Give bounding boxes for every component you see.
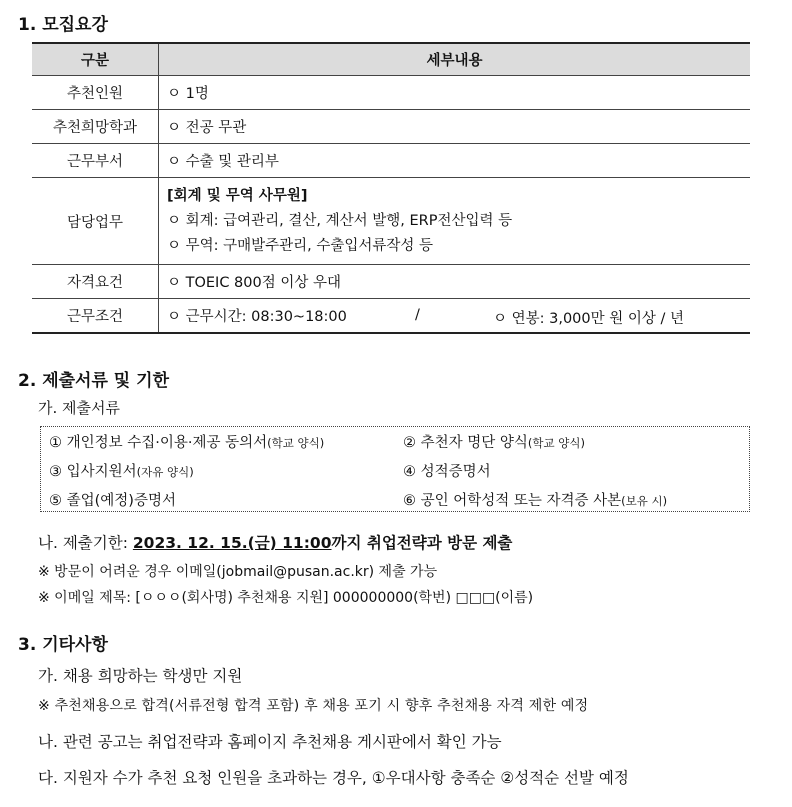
- header-details: 세부내용: [159, 43, 751, 76]
- header-category: 구분: [32, 43, 159, 76]
- row-value: ㅇ 전공 무관: [159, 110, 751, 144]
- deadline-date: 2023. 12. 15.(금) 11:00: [132, 534, 332, 552]
- doc-text: ⑥ 공인 어학성적 또는 자격증 사본: [403, 493, 622, 509]
- row-label: 자격요건: [32, 265, 159, 299]
- table-row: [32, 110, 750, 144]
- table-row: [32, 144, 750, 178]
- doc-item: [49, 489, 176, 510]
- deadline-suffix: 까지 취업전략과 방문 제출: [331, 534, 513, 552]
- work-hours: ㅇ 근무시간: 08:30~18:00: [167, 309, 347, 325]
- row-label: 추천희망학과: [32, 110, 159, 144]
- row-value: ㅇ 수출 및 관리부: [159, 144, 751, 178]
- deadline: [38, 531, 512, 553]
- row-value: ㅇ 1명: [159, 76, 751, 110]
- doc-item: [403, 431, 585, 452]
- section2-title: 2. 제출서류 및 기한: [18, 371, 169, 391]
- doc-item: [403, 460, 491, 481]
- etc-item-a: 가. 채용 희망하는 학생만 지원: [38, 667, 243, 685]
- table-row: [32, 299, 750, 334]
- section1-title: 1. 모집요강: [18, 15, 108, 35]
- duty-heading: [회계 및 무역 사무원]: [167, 187, 308, 204]
- doc-text: ④ 성적증명서: [403, 464, 491, 480]
- documents-subtitle: 가. 제출서류: [38, 399, 120, 417]
- doc-note: (학교 양식): [527, 436, 585, 450]
- duty-lines: [159, 178, 751, 265]
- etc-item-b: 나. 관련 공고는 취업전략과 홈페이지 추천채용 게시판에서 확인 가능: [38, 733, 502, 751]
- recruitment-table: [32, 42, 750, 334]
- row-label: 담당업무: [32, 178, 159, 265]
- row-value: [159, 299, 751, 334]
- email-note: ※ 방문이 어려운 경우 이메일(jobmail@pusan.ac.kr) 제출 가능: [38, 564, 438, 580]
- row-label: 추천인원: [32, 76, 159, 110]
- salary: ㅇ 연봉: 3,000만 원 이상 / 년: [493, 311, 684, 327]
- email-subject-note: ※ 이메일 제목: [ㅇㅇㅇ(회사명) 추천채용 지원] 000000000(학번) □□□(이름): [38, 590, 534, 606]
- doc-text: ③ 입사지원서: [49, 464, 137, 480]
- documents-box: [40, 426, 750, 512]
- etc-item-c: 다. 지원자 수가 추천 요청 인원을 초과하는 경우, ①우대사항 충족순 ②성적순 선발 예정: [38, 769, 629, 787]
- doc-note: (보유 시): [621, 494, 668, 508]
- doc-text: ⑤ 졸업(예정)증명서: [49, 493, 176, 509]
- row-label: 근무부서: [32, 144, 159, 178]
- row-value: ㅇ TOEIC 800점 이상 우대: [159, 265, 751, 299]
- section3-title: 3. 기타사항: [18, 635, 108, 655]
- doc-item: [49, 460, 194, 481]
- doc-note: (학교 양식): [267, 436, 325, 450]
- doc-text: ① 개인정보 수집·이용·제공 동의서: [49, 435, 268, 451]
- duty-line: ㅇ 무역: 구매발주관리, 수출입서류작성 등: [167, 237, 434, 254]
- doc-item: [403, 489, 667, 510]
- duty-line: ㅇ 회계: 급여관리, 결산, 계산서 발행, ERP전산입력 등: [167, 212, 513, 229]
- table-row: [32, 76, 750, 110]
- doc-note: (자유 양식): [136, 465, 194, 479]
- separator: /: [415, 307, 420, 323]
- table-row: [32, 265, 750, 299]
- deadline-prefix: 나. 제출기한:: [38, 534, 133, 552]
- table-header-row: [32, 43, 750, 76]
- etc-note-a: ※ 추천채용으로 합격(서류전형 합격 포함) 후 채용 포기 시 향후 추천채용 자격 제한 예정: [38, 698, 589, 714]
- doc-text: ② 추천자 명단 양식: [403, 435, 528, 451]
- table-row: [32, 178, 750, 265]
- row-label: 근무조건: [32, 299, 159, 334]
- doc-item: [49, 431, 324, 452]
